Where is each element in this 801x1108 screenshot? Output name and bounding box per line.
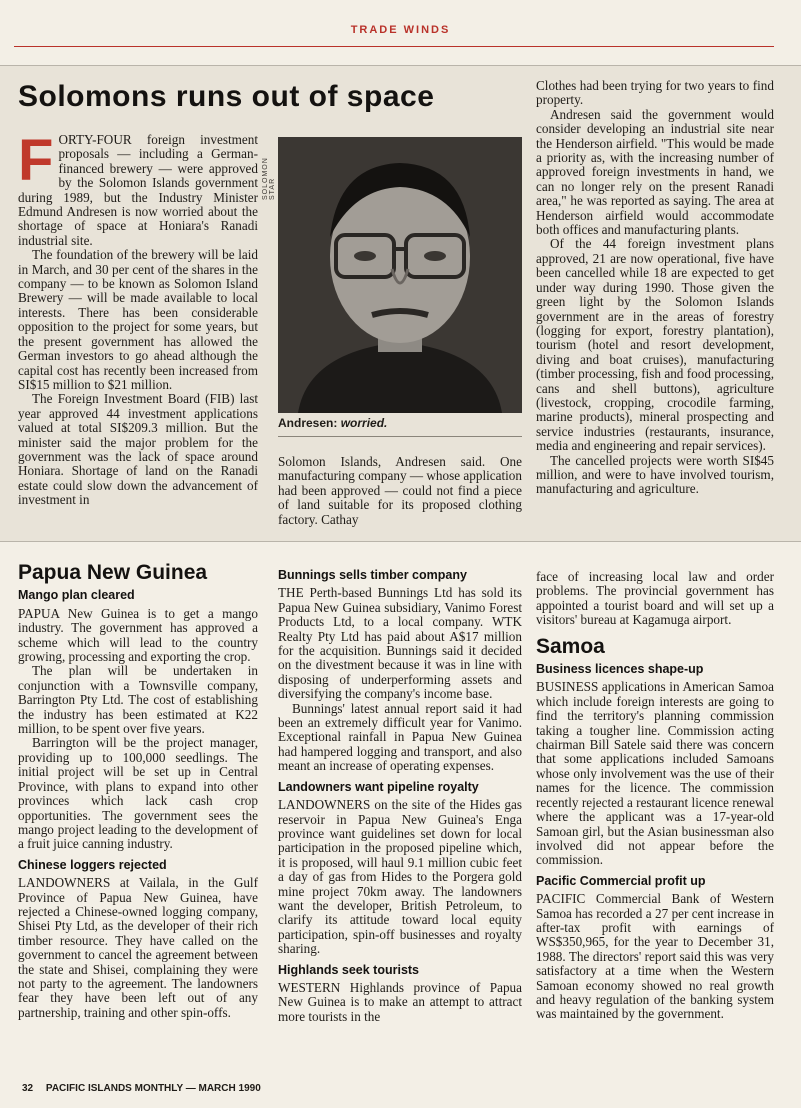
paragraph: The foundation of the brewery will be laid in March, and 30 per cent of the shares in the company — to be known as Solomon Island Brewery — will be made available to local interests. There has been considerable opposition to the project for some years, but the present government has allowed the German investors to go ahead although the capital cost has recently been increased from SI$15 million to $21 million.: [18, 247, 258, 392]
caption-name: Andresen:: [278, 416, 338, 430]
paragraph: PAPUA New Guinea is to get a mango industry. The government has approved a scheme which will lead to the country growing, processing and exporting the crop.: [18, 605, 258, 665]
headline: Solomons runs out of space: [18, 80, 435, 113]
region-title-png: Papua New Guinea: [18, 561, 208, 584]
paragraph: The Foreign Investment Board (FIB) last year approved 44 investment applications valued at total SI$209.3 million. But the minister said the major problem for the government was the lack of space around Honiara. Shortage of land on the Ranadi estate could slow down the advancement of investment in: [18, 391, 258, 508]
paragraph: WESTERN Highlands province of Papua New Guinea is to make an attempt to attract more tourists in the: [278, 979, 522, 1024]
paragraph: THE Perth-based Bunnings Ltd has sold its Papua New Guinea subsidiary, Vanimo Forest Products Ltd, to a local company. WTK Realty Pty Ltd has paid about A$17 million for the acquisition. Bunnings said it decided on the divestment because it was in line with disposing of underperforming assets and diversifying the company's income base.: [278, 585, 522, 702]
portrait-icon: [278, 137, 522, 413]
paragraph: Andresen said the government would consider developing an industrial site near the Henderson airfield. "This would be made a priority as, with the increasing number of approved foreign investments in hand, we can no longer rely on the present Ranadi area," he was reported as saying. The area at Henderson airfield would accommodate both offices and manufacturing plants.: [536, 106, 774, 238]
paragraph: Of the 44 foreign investment plans approved, 21 are now operational, five have been cancelled while 18 are expected to get under way during 1990. Those given the green light by the Solomon Islands government are in the areas of forestry (logging for export, forestry plantation), tourism (hotel and resort development, diving and boat cruises), manufacturing (timber processing, fish and food processing, cans and shell buttons), agriculture (livestock, cropping, crocodile farming, marine products), mineral prospecting and service industries (restaurants, insurance, media and engineering and repair services).: [536, 236, 774, 454]
paragraph: The plan will be undertaken in conjunction with a Townsville company, Barrington Pty Ltd. The cost of establishing the industry has been estimated at K22 million, to be spent over five years.: [18, 663, 258, 737]
article-column-1: [18, 128, 258, 508]
subhead-profit: Pacific Commercial profit up: [536, 873, 706, 888]
region-title-samoa: Samoa: [536, 634, 605, 658]
paragraph: Solomon Islands, Andresen said. One manufacturing company — whose application had been approved — could not find a piece of land suitable for its proposed clothing factory. Cathay: [278, 454, 522, 527]
portrait-photo: [278, 137, 522, 413]
subhead-loggers: Chinese loggers rejected: [18, 857, 167, 872]
png-column-1: [18, 561, 258, 1020]
subhead-pipeline: Landowners want pipeline royalty: [278, 779, 479, 794]
subhead-licences: Business licences shape-up: [536, 662, 704, 677]
png-column-2: [278, 568, 522, 1024]
paragraph: Barrington will be the project manager, providing up to 100,000 seedlings. The initial project will be set up in Central Province, with plans to expand into other provinces which lack cash crop opportunities. The government sees the mango project leading to the development of a fruit juice canning industry.: [18, 735, 258, 852]
caption-rule: [278, 436, 522, 437]
caption-word: worried.: [340, 416, 388, 430]
paragraph: ORTY-FOUR foreign investment proposals — including a German-financed brewery — were approved by the Solomon Islands government during 1989, but the Industry Minister Edmund Andresen is now worried about the shortage of space at Honiara's Ranadi industrial site.: [18, 132, 258, 248]
paragraph: Clothes had been trying for two years to find property.: [536, 78, 774, 108]
publication-line: PACIFIC ISLANDS MONTHLY — MARCH 1990: [45, 1083, 261, 1094]
drop-cap: F: [18, 128, 54, 193]
samoa-column: [536, 570, 774, 1022]
article-column-3: [536, 79, 774, 497]
paragraph: Bunnings' latest annual report said it had been an extremely difficult year for Vanimo. Exceptional rainfall in Papua New Guinea had hampered logging and transport, and also meant an increase of operating expenses.: [278, 700, 522, 774]
paragraph: BUSINESS applications in American Samoa which include foreign interests are going to find the territory's planning commission taking a tougher line. Commission acting chairman Bill Satele said there was concern that some applications included Samoans whose only involvement was the use of their names for the licence. The commission recently rejected a restaurant licence renewal where the applicant was a 17-year-old Samoan girl, but the Asian businessman also involved did not appear before the commission.: [536, 679, 774, 868]
page-number: 32: [22, 1083, 34, 1094]
article-column-2: [278, 455, 522, 527]
photo-caption: [278, 416, 522, 430]
header-rule: [14, 46, 774, 47]
paragraph: The cancelled projects were worth SI$45 million, and were to have involved tourism, manufacturing and agriculture.: [536, 452, 774, 497]
section-label: TRADE WINDS: [350, 24, 451, 36]
subhead-bunnings: Bunnings sells timber company: [278, 568, 467, 582]
paragraph: LANDOWNERS at Vailala, in the Gulf Province of Papua New Guinea, have rejected a Chinese-owned logging company, Shisei Pty Ltd, as the developer of their rich timber resource. They have called on the government to cancel the agreement between the state and Shisei, complaining they were not party to the agreement. The landowners fear they have been left out of any partnership, training and other spin-offs.: [18, 875, 258, 1020]
paragraph: face of increasing local law and order problems. The provincial government has appointed a tourist board and will set up a visitors' bureau at Kagamuga airport.: [536, 569, 774, 628]
subhead-mango: Mango plan cleared: [18, 588, 135, 603]
photo-credit: SOLOMON STAR: [262, 157, 276, 200]
paragraph: LANDOWNERS on the site of the Hides gas reservoir in Papua New Guinea's Enga province want guidelines set down for local participation in the proposed pipeline which, it is proposed, will haul 9.1 million cubic feet a day of gas from Hides to the Porgera gold mine project 70km away. The landowners want the developer, British Petroleum, to clarify its attitude toward local equity participation, spin-off businesses and royalty sharing.: [278, 797, 522, 957]
paragraph: PACIFIC Commercial Bank of Western Samoa has recorded a 27 per cent increase in after-tax profit with earnings of WS$350,965, for the year to December 31, 1988. The directors' report said this was very satisfactory at a time when the Western Samoan economy showed no real growth and heavy regulation of the banking system was maintained by the government.: [536, 891, 774, 1022]
subhead-highlands: Highlands seek tourists: [278, 962, 420, 977]
page-footer: [22, 1083, 261, 1094]
